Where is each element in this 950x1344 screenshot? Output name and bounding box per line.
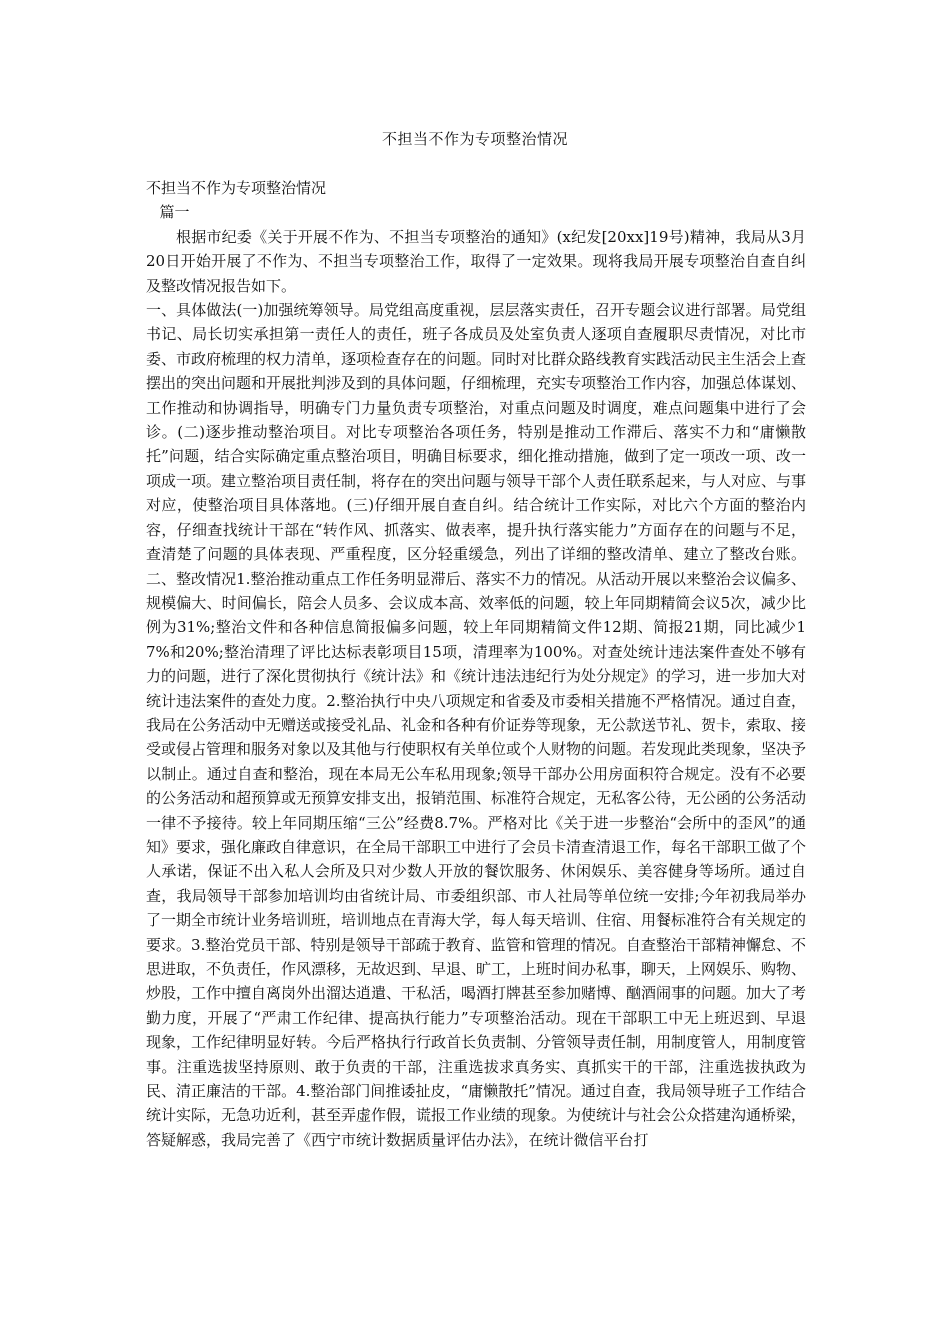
document-body	[146, 176, 806, 1152]
paragraph-main: 一、具体做法(一)加强统筹领导。局党组高度重视，层层落实责任，召开专题会议进行部署。局党组书记、局长切实承担第一责任人的责任，班子各成员及处室负责人逐项自查履职尽责情况，对比市委、市政府梳理的权力清单，逐项检查存在的问题。同时对比群众路线教育实践活动民主生活会上查摆出的突出问题和开展批判涉及到的具体问题，仔细梳理，充实专项整治工作内容，加强总体谋划、工作推动和协调指导，明确专门力量负责专项整治，对重点问题及时调度，难点问题集中进行了会诊。(二)逐步推动整治项目。对比专项整治各项任务，特别是推动工作滞后、落实不力和“庸懒散托”问题，结合实际确定重点整治项目，明确目标要求，细化推动措施，做到了定一项改一项、改一项成一项。建立整治项目责任制，将存在的突出问题与领导干部个人责任联系起来，与人对应、与事对应，使整治项目具体落地。(三)仔细开展自查自纠。结合统计工作实际，对比六个方面的整治内容，仔细查找统计干部在“转作风、抓落实、做表率，提升执行落实能力”方面存在的问题与不足，查清楚了问题的具体表现、严重程度，区分轻重缓急，列出了详细的整改清单、建立了整改台账。二、整改情况1.整治推动重点工作任务明显滞后、落实不力的情况。从活动开展以来整治会议偏多、规模偏大、时间偏长，陪会人员多、会议成本高、效率低的问题，较上年同期精简会议5次，减少比例为31%;整治文件和各种信息简报偏多问题，较上年同期精简文件12期、简报21期，同比减少17%和20%;整治清理了评比达标表彰项目15项，清理率为100%。对查处统计违法案件查处不够有力的问题，进行了深化贯彻执行《统计法》和《统计违法违纪行为处分规定》的学习，进一步加大对统计违法案件的查处力度。2.整治执行中央八项规定和省委及市委相关措施不严格情况。通过自查，我局在公务活动中无赠送或接受礼品、礼金和各种有价证券等现象，无公款送节礼、贺卡，索取、接受或侵占管理和服务对象以及其他与行使职权有关单位或个人财物的问题。若发现此类现象，坚决予以制止。通过自查和整治，现在本局无公车私用现象;领导干部办公用房面积符合规定。没有不必要的公务活动和超预算或无预算安排支出，报销范围、标准符合规定，无私客公待，无公函的公务活动一律不予接待。较上年同期压缩“三公”经费8.7%。严格对比《关于进一步整治“会所中的歪风”的通知》要求，强化廉政自律意识，在全局干部职工中进行了会员卡清查清退工作，每名干部职工做了个人承诺，保证不出入私人会所及只对少数人开放的餐饮服务、休闲娱乐、美容健身等场所。通过自查，我局领导干部参加培训均由省统计局、市委组织部、市人社局等单位统一安排;今年初我局举办了一期全市统计业务培训班，培训地点在青海大学，每人每天培训、住宿、用餐标准符合有关规定的要求。3.整治党员干部、特别是领导干部疏于教育、监管和管理的情况。自查整治干部精神懈怠、不思进取，不负责任，作风漂移，无故迟到、早退、旷工，上班时间办私事，聊天，上网娱乐、购物、炒股，工作中擅自离岗外出溜达逍遣、干私活，喝酒打牌甚至参加赌博、酗酒闹事的问题。加大了考勤力度，开展了“严肃工作纪律、提高执行能力”专项整治活动。现在干部职工中无上班迟到、早退现象，工作纪律明显好转。今后严格执行行政首长负责制、分管领导责任制，用制度管人，用制度管事。注重选拔坚持原则、敢于负责的干部，注重选拔求真务实、真抓实干的干部，注重选拔执政为民、清正廉洁的干部。4.整治部门间推诿扯皮，“庸懒散托”情况。通过自查，我局领导班子工作结合统计实际，无急功近利，甚至弄虚作假，谎报工作业绩的现象。为使统计与社会公众搭建沟通桥梁，答疑解惑，我局完善了《西宁市统计数据质量评估办法》，在统计微信平台打	[146, 301, 807, 1149]
paragraph-intro: 根据市纪委《关于开展不作为、不担当专项整治的通知》(x纪发[20xx]19号)精神，我局从3月20日开始开展了不作为、不担当专项整治工作，取得了一定效果。现将我局开展专项整治自查自纠及整改情况报告如下。	[146, 227, 806, 295]
document-title: 不担当不作为专项整治情况	[381, 130, 568, 148]
section-label: 篇一	[159, 203, 190, 222]
document-subtitle: 不担当不作为专项整治情况	[146, 179, 327, 197]
